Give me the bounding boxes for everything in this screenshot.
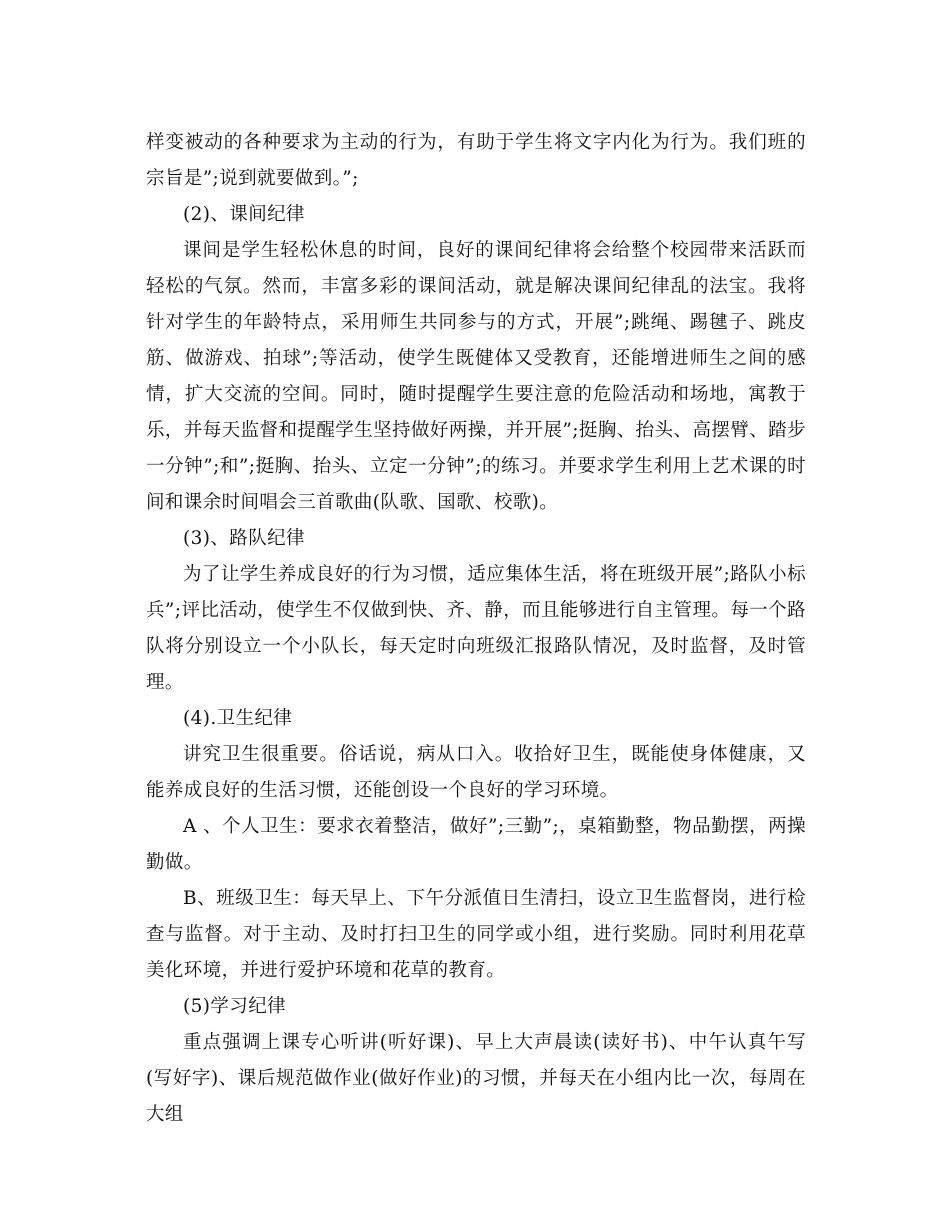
paragraph-class-hygiene: B、班级卫生：每天早上、下午分派值日生清扫，设立卫生监督岗，进行检查与监督。对于主动、及时打扫卫生的同学或小组，进行奖励。同时利用花草美化环境，并进行爱护环境和花草的教育。 (146, 888, 806, 981)
document-page (146, 125, 806, 1133)
section-heading-hygiene-discipline: (4).卫生纪律 (183, 708, 293, 729)
section-heading-study-discipline: (5)学习纪律 (183, 996, 287, 1017)
section-heading-queue-discipline: (3)、路队纪律 (183, 528, 305, 549)
paragraph-hygiene-intro: 讲究卫生很重要。俗话说，病从口入。收拾好卫生，既能使身体健康，又能养成良好的生活习惯，还能创设一个良好的学习环境。 (146, 744, 806, 801)
paragraph-personal-hygiene: A 、个人卫生：要求衣着整洁，做好”;三勤”;，桌箱勤整，物品勤摆，两操勤做。 (146, 816, 806, 873)
paragraph-study-discipline: 重点强调上课专心听讲(听好课)、早上大声晨读(读好书)、中午认真午写(写好字)、课后规范做作业(做好作业)的习惯，并每天在小组内比一次，每周在大组 (146, 1032, 806, 1125)
paragraph-recess-discipline: 课间是学生轻松休息的时间，良好的课间纪律将会给整个校园带来活跃而轻松的气氛。然而，丰富多彩的课间活动，就是解决课间纪律乱的法宝。我将针对学生的年龄特点，采用师生共同参与的方式，开展”;跳绳、踢毽子、跳皮筋、做游戏、拍球”;等活动，使学生既健体又受教育，还能增进师生之间的感情，扩大交流的空间。同时，随时提醒学生要注意的危险活动和场地，寓教于乐，并每天监督和提醒学生坚持做好两操，并开展”;挺胸、抬头、高摆臂、踏步一分钟”;和”;挺胸、抬头、立定一分钟”;的练习。并要求学生利用上艺术课的时间和课余时间唱会三首歌曲(队歌、国歌、校歌)。 (146, 240, 806, 513)
paragraph-queue-discipline: 为了让学生养成良好的行为习惯，适应集体生活，将在班级开展”;路队小标兵”;评比活动，使学生不仅做到快、齐、静，而且能够进行自主管理。每一个路队将分别设立一个小队长，每天定时向班级汇报路队情况，及时监督，及时管理。 (146, 564, 806, 693)
section-heading-recess-discipline: (2)、课间纪律 (183, 204, 305, 225)
paragraph-continuation: 样变被动的各种要求为主动的行为，有助于学生将文字内化为行为。我们班的宗旨是”;说到就要做到。”; (146, 132, 806, 189)
